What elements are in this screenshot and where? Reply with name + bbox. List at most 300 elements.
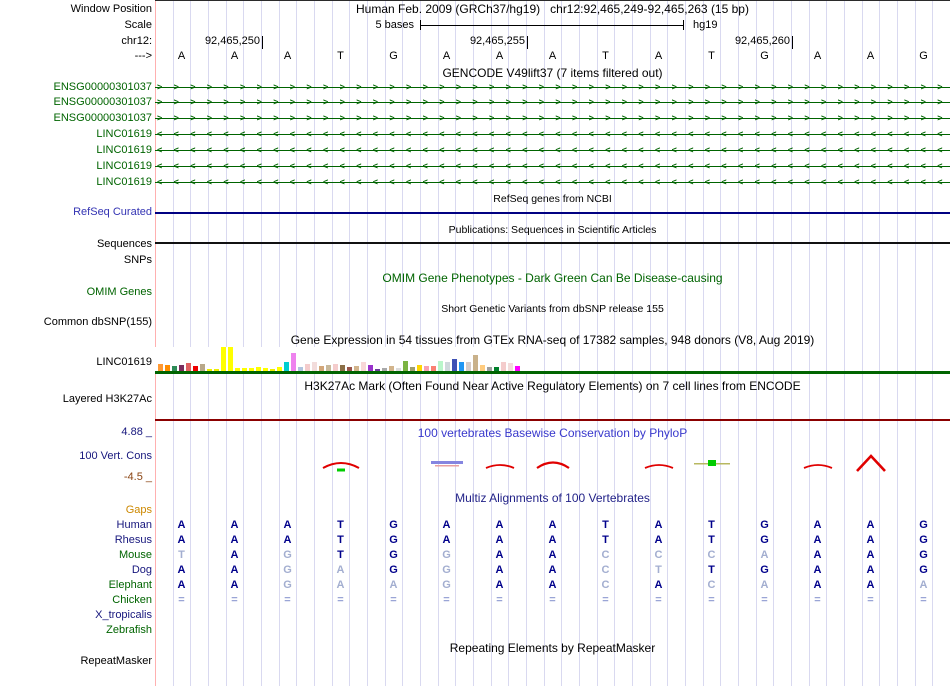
arrow-left-icon: < (173, 161, 179, 171)
gtex-tissue-bar (333, 364, 338, 371)
arrow-right-icon: > (671, 82, 677, 92)
arrow-left-icon: < (572, 177, 578, 187)
arrow-left-icon: < (572, 129, 578, 139)
arrow-left-icon: < (572, 145, 578, 155)
arrow-left-icon: < (887, 129, 893, 139)
arrow-right-icon: > (588, 82, 594, 92)
arrow-right-icon: > (787, 97, 794, 107)
track-label-common-dbsnp[interactable]: Common dbSNP(155) (43, 316, 152, 328)
arrow-right-icon: > (190, 97, 196, 107)
repeatmasker-title: Repeating Elements by RepeatMasker (449, 641, 656, 655)
strand-label: ---> (134, 50, 152, 62)
gene-item-row[interactable] (155, 82, 950, 94)
arrow-left-icon: < (605, 177, 611, 187)
scale-bar (420, 20, 684, 30)
arrow-left-icon: < (588, 145, 594, 155)
alignment-base: A (548, 564, 557, 576)
arrow-left-icon: < (522, 129, 528, 139)
alignment-base: A (654, 579, 663, 591)
arrow-right-icon: > (688, 97, 694, 107)
arrow-left-icon: < (870, 145, 877, 155)
arrow-left-icon: < (157, 177, 163, 187)
gtex-tissue-bar (158, 364, 163, 371)
arrow-left-icon: < (887, 177, 893, 187)
arrow-left-icon: < (406, 129, 412, 139)
arrow-right-icon: > (555, 97, 561, 107)
arrow-left-icon: < (306, 145, 312, 155)
arrow-left-icon: < (738, 145, 744, 155)
arrow-left-icon: < (372, 177, 379, 187)
arrow-left-icon: < (306, 129, 312, 139)
conservation-title: 100 vertebrates Basewise Conservation by PhyloP (417, 426, 688, 440)
reference-base: A (442, 50, 451, 62)
arrow-right-icon: > (439, 113, 445, 123)
alignment-base: = (708, 594, 715, 606)
arrow-right-icon: > (771, 113, 777, 123)
arrow-right-icon: > (173, 82, 179, 92)
alignment-base: A (442, 534, 451, 546)
arrow-left-icon: < (588, 177, 594, 187)
position-tick-mark (262, 36, 263, 49)
arrow-right-icon: > (489, 113, 495, 123)
track-label-repeatmasker[interactable]: RepeatMasker (80, 655, 152, 667)
gene-item-row[interactable] (155, 113, 950, 125)
arrow-left-icon: < (721, 161, 727, 171)
arrow-right-icon: > (804, 97, 810, 107)
arrow-right-icon: > (273, 113, 279, 123)
arrow-left-icon: < (854, 129, 860, 139)
species-label-x_tropicalis[interactable]: X_tropicalis (95, 609, 152, 621)
alignment-base: = (443, 594, 450, 606)
arrow-left-icon: < (688, 177, 694, 187)
alignment-base: T (655, 564, 662, 576)
arrow-right-icon: > (588, 113, 594, 123)
arrow-left-icon: < (356, 161, 362, 171)
position-tick-label: 92,465,260 (734, 35, 790, 47)
alignment-base: C (601, 564, 610, 576)
gtex-tissue-bar (459, 362, 464, 371)
arrow-right-icon: > (422, 82, 428, 92)
gene-label[interactable]: ENSG00000301037 (53, 81, 152, 93)
alignment-base: G (389, 549, 398, 561)
gene-item-row[interactable] (155, 97, 950, 109)
alignment-base: A (495, 534, 504, 546)
gene-item-row[interactable] (155, 145, 950, 157)
alignment-base: A (177, 519, 186, 531)
arrow-right-icon: > (738, 97, 744, 107)
arrow-left-icon: < (787, 145, 794, 155)
arrow-left-icon: < (754, 145, 760, 155)
track-label-100-vert-cons[interactable]: 100 Vert. Cons (79, 450, 152, 462)
arrow-right-icon: > (605, 113, 611, 123)
arrow-right-icon: > (522, 113, 528, 123)
arrow-right-icon: > (555, 113, 561, 123)
arrow-right-icon: > (904, 113, 910, 123)
arrow-left-icon: < (289, 161, 296, 171)
arrow-left-icon: < (273, 177, 279, 187)
arrow-right-icon: > (821, 97, 827, 107)
arrow-left-icon: < (190, 177, 196, 187)
track-label-refseq-curated[interactable]: RefSeq Curated (73, 206, 152, 218)
arrow-left-icon: < (638, 177, 644, 187)
arrow-left-icon: < (439, 145, 445, 155)
arrow-left-icon: < (920, 177, 926, 187)
arrow-right-icon: > (522, 97, 528, 107)
arrow-left-icon: < (787, 161, 794, 171)
arrow-left-icon: < (937, 177, 943, 187)
arrow-left-icon: < (356, 129, 362, 139)
alignment-base: G (442, 579, 451, 591)
alignment-base: A (442, 519, 451, 531)
arrow-left-icon: < (505, 161, 511, 171)
arrow-right-icon: > (372, 113, 379, 123)
arrow-left-icon: < (787, 177, 794, 187)
species-label-mouse[interactable]: Mouse (118, 549, 152, 561)
arrow-left-icon: < (289, 145, 296, 155)
gene-item-row[interactable] (155, 177, 950, 189)
reference-base: A (548, 50, 557, 62)
publications-item-line[interactable] (155, 242, 950, 244)
arrow-right-icon: > (937, 82, 943, 92)
arrow-right-icon: > (538, 97, 545, 107)
arrow-right-icon: > (289, 113, 296, 123)
gtex-tissue-bar (305, 364, 310, 371)
arrow-left-icon: < (887, 161, 893, 171)
arrow-left-icon: < (854, 145, 860, 155)
arrow-right-icon: > (455, 113, 462, 123)
arrow-left-icon: < (688, 129, 694, 139)
refseq-item-line[interactable] (155, 212, 950, 214)
alignment-base: G (442, 564, 451, 576)
alignment-base: A (813, 564, 822, 576)
arrow-right-icon: > (505, 97, 511, 107)
arrow-left-icon: < (671, 145, 677, 155)
track-label-snps[interactable]: SNPs (123, 254, 152, 266)
alignment-base: A (548, 579, 557, 591)
alignment-base: G (760, 564, 769, 576)
track-label-layered-h3k27ac[interactable]: Layered H3K27Ac (62, 393, 152, 405)
arrow-right-icon: > (289, 97, 296, 107)
arrow-right-icon: > (754, 82, 760, 92)
arrow-left-icon: < (621, 129, 628, 139)
arrow-right-icon: > (837, 113, 843, 123)
alignment-base: A (177, 579, 186, 591)
arrow-left-icon: < (323, 177, 329, 187)
arrow-right-icon: > (638, 97, 644, 107)
gene-item-row[interactable] (155, 129, 950, 141)
arrow-left-icon: < (306, 161, 312, 171)
arrow-left-icon: < (472, 161, 478, 171)
arrow-left-icon: < (372, 161, 379, 171)
species-label-zebrafish[interactable]: Zebrafish (106, 624, 152, 636)
alignment-base: A (230, 564, 239, 576)
arrow-right-icon: > (273, 82, 279, 92)
alignment-base: = (549, 594, 556, 606)
title-spacer (540, 2, 550, 16)
arrow-left-icon: < (821, 161, 827, 171)
arrow-left-icon: < (339, 129, 345, 139)
position-tick-mark (527, 36, 528, 49)
arrow-left-icon: < (638, 129, 644, 139)
reference-base: G (919, 50, 928, 62)
alignment-base: C (601, 579, 610, 591)
arrow-left-icon: < (704, 129, 711, 139)
arrow-left-icon: < (555, 161, 561, 171)
gtex-tissue-bar (284, 362, 289, 371)
arrow-left-icon: < (489, 129, 495, 139)
species-label-human[interactable]: Human (116, 519, 152, 531)
arrow-right-icon: > (173, 113, 179, 123)
arrow-right-icon: > (323, 113, 329, 123)
arrow-right-icon: > (240, 97, 246, 107)
alignment-base: A (654, 519, 663, 531)
arrow-right-icon: > (771, 82, 777, 92)
arrow-left-icon: < (273, 161, 279, 171)
arrow-right-icon: > (223, 97, 229, 107)
gene-item-row[interactable] (155, 161, 950, 173)
species-label-dog[interactable]: Dog (131, 564, 152, 576)
alignment-base: A (548, 519, 557, 531)
scale-label: Scale (124, 19, 152, 31)
arrow-left-icon: < (754, 177, 760, 187)
arrow-right-icon: > (489, 97, 495, 107)
arrow-left-icon: < (588, 129, 594, 139)
gtex-tissue-bar (403, 361, 408, 371)
arrow-left-icon: < (621, 145, 628, 155)
reference-base: A (866, 50, 875, 62)
arrow-right-icon: > (406, 97, 412, 107)
track-label-omim-genes[interactable]: OMIM Genes (86, 286, 152, 298)
arrow-right-icon: > (754, 97, 760, 107)
track-label-sequences[interactable]: Sequences (96, 238, 152, 250)
arrow-left-icon: < (870, 161, 877, 171)
species-label-elephant[interactable]: Elephant (108, 579, 152, 591)
gtex-tissue-bar (438, 361, 443, 371)
arrow-right-icon: > (356, 82, 362, 92)
species-label-gaps[interactable]: Gaps (125, 504, 152, 516)
arrow-right-icon: > (804, 82, 810, 92)
arrow-right-icon: > (721, 97, 727, 107)
gtex-tissue-bar (466, 362, 471, 371)
arrow-right-icon: > (406, 82, 412, 92)
arrow-left-icon: < (206, 145, 213, 155)
alignment-base: A (230, 549, 239, 561)
alignment-base: = (284, 594, 291, 606)
arrow-left-icon: < (804, 129, 810, 139)
arrow-left-icon: < (638, 145, 644, 155)
arrow-left-icon: < (605, 161, 611, 171)
arrow-left-icon: < (256, 177, 262, 187)
h3k27ac-title: H3K27Ac Mark (Often Found Near Active Regulatory Elements) on 7 cell lines from ENCODE (304, 379, 801, 393)
arrow-right-icon: > (621, 82, 628, 92)
arrow-left-icon: < (157, 161, 163, 171)
alignment-base: T (178, 549, 185, 561)
gene-label[interactable]: LINC01619 (96, 160, 152, 172)
gene-label[interactable]: ENSG00000301037 (53, 96, 152, 108)
arrow-left-icon: < (704, 177, 711, 187)
arrow-left-icon: < (937, 129, 943, 139)
arrow-left-icon: < (455, 145, 462, 155)
alignment-base: = (867, 594, 874, 606)
arrow-right-icon: > (721, 113, 727, 123)
arrow-right-icon: > (489, 82, 495, 92)
arrow-left-icon: < (356, 145, 362, 155)
alignment-base: C (707, 579, 716, 591)
alignment-base: A (760, 579, 769, 591)
arrow-left-icon: < (721, 129, 727, 139)
arrow-left-icon: < (920, 145, 926, 155)
track-label-gtex-linc01619[interactable]: LINC01619 (96, 356, 152, 368)
alignment-base: A (495, 564, 504, 576)
arrow-left-icon: < (688, 145, 694, 155)
gene-label[interactable]: ENSG00000301037 (53, 112, 152, 124)
phylop-glyph-hill-med (530, 452, 576, 474)
arrow-right-icon: > (256, 113, 262, 123)
reference-base: A (230, 50, 239, 62)
position-tick-mark (792, 36, 793, 49)
arrow-left-icon: < (406, 145, 412, 155)
arrow-right-icon: > (190, 82, 196, 92)
arrow-left-icon: < (522, 161, 528, 171)
gene-label[interactable]: LINC01619 (96, 176, 152, 188)
alignment-base: G (389, 534, 398, 546)
arrow-left-icon: < (588, 161, 594, 171)
arrow-right-icon: > (638, 113, 644, 123)
arrow-left-icon: < (439, 129, 445, 139)
alignment-base: G (389, 564, 398, 576)
arrow-left-icon: < (538, 129, 545, 139)
arrow-left-icon: < (439, 177, 445, 187)
phylop-glyph-peak (848, 452, 894, 474)
arrow-right-icon: > (588, 97, 594, 107)
arrow-left-icon: < (555, 129, 561, 139)
species-label-chicken[interactable]: Chicken (112, 594, 152, 606)
arrow-left-icon: < (655, 129, 661, 139)
arrow-right-icon: > (289, 82, 296, 92)
arrow-left-icon: < (439, 161, 445, 171)
alignment-base: T (337, 519, 344, 531)
arrow-right-icon: > (621, 113, 628, 123)
arrow-left-icon: < (738, 161, 744, 171)
arrow-left-icon: < (804, 177, 810, 187)
alignment-base: T (337, 549, 344, 561)
alignment-base: A (813, 549, 822, 561)
arrow-left-icon: < (455, 161, 462, 171)
arrow-right-icon: > (190, 113, 196, 123)
arrow-left-icon: < (605, 145, 611, 155)
multiz-title: Multiz Alignments of 100 Vertebrates (455, 491, 650, 505)
alignment-base: G (283, 549, 292, 561)
gtex-tissue-bar (228, 347, 233, 371)
alignment-base: A (866, 534, 875, 546)
arrow-right-icon: > (372, 82, 379, 92)
alignment-base: A (177, 534, 186, 546)
species-label-rhesus[interactable]: Rhesus (114, 534, 152, 546)
arrow-right-icon: > (306, 97, 312, 107)
arrow-left-icon: < (870, 177, 877, 187)
arrow-left-icon: < (273, 145, 279, 155)
alignment-base: A (230, 519, 239, 531)
arrow-right-icon: > (256, 97, 262, 107)
alignment-base: = (390, 594, 397, 606)
arrow-right-icon: > (273, 97, 279, 107)
alignment-base: T (708, 564, 715, 576)
alignment-base: G (760, 534, 769, 546)
arrow-right-icon: > (240, 113, 246, 123)
arrow-right-icon: > (937, 97, 943, 107)
arrow-left-icon: < (704, 145, 711, 155)
image-top-border (155, 0, 950, 1)
conservation-max-value: 4.88 _ (121, 426, 152, 438)
alignment-base: A (866, 549, 875, 561)
arrow-left-icon: < (538, 161, 545, 171)
arrow-left-icon: < (837, 129, 843, 139)
arrow-right-icon: > (688, 82, 694, 92)
arrow-left-icon: < (289, 177, 296, 187)
arrow-right-icon: > (787, 113, 794, 123)
arrow-left-icon: < (804, 161, 810, 171)
arrow-right-icon: > (555, 82, 561, 92)
arrow-left-icon: < (937, 145, 943, 155)
arrow-right-icon: > (323, 82, 329, 92)
arrow-right-icon: > (920, 82, 926, 92)
arrow-left-icon: < (621, 161, 628, 171)
alignment-base: G (283, 579, 292, 591)
arrow-left-icon: < (538, 177, 545, 187)
arrow-left-icon: < (190, 145, 196, 155)
arrow-right-icon: > (422, 97, 428, 107)
arrow-left-icon: < (671, 161, 677, 171)
alignment-base: = (814, 594, 821, 606)
arrow-right-icon: > (887, 113, 893, 123)
arrow-left-icon: < (738, 129, 744, 139)
omim-title: OMIM Gene Phenotypes - Dark Green Can Be Disease-causing (382, 271, 723, 285)
arrow-left-icon: < (505, 177, 511, 187)
gene-label[interactable]: LINC01619 (96, 128, 152, 140)
arrow-right-icon: > (638, 82, 644, 92)
arrow-left-icon: < (489, 161, 495, 171)
alignment-base: G (760, 519, 769, 531)
alignment-base: G (919, 534, 928, 546)
arrow-left-icon: < (240, 129, 246, 139)
arrow-right-icon: > (389, 82, 395, 92)
arrow-left-icon: < (372, 145, 379, 155)
alignment-base: A (495, 579, 504, 591)
arrow-left-icon: < (655, 145, 661, 155)
alignment-base: A (230, 534, 239, 546)
arrow-left-icon: < (771, 145, 777, 155)
arrow-left-icon: < (173, 145, 179, 155)
alignment-base: A (813, 579, 822, 591)
reference-base: T (602, 50, 609, 62)
arrow-left-icon: < (339, 145, 345, 155)
alignment-base: A (866, 519, 875, 531)
arrow-left-icon: < (455, 177, 462, 187)
arrow-left-icon: < (837, 161, 843, 171)
alignment-base: = (337, 594, 344, 606)
arrow-right-icon: > (837, 97, 843, 107)
gene-label[interactable]: LINC01619 (96, 144, 152, 156)
position-tick-label: 92,465,250 (204, 35, 260, 47)
arrow-right-icon: > (157, 82, 163, 92)
arrow-right-icon: > (439, 82, 445, 92)
arrow-left-icon: < (273, 129, 279, 139)
arrow-left-icon: < (771, 177, 777, 187)
arrow-left-icon: < (455, 129, 462, 139)
reference-base: T (708, 50, 715, 62)
arrow-left-icon: < (206, 161, 213, 171)
alignment-base: C (707, 549, 716, 561)
